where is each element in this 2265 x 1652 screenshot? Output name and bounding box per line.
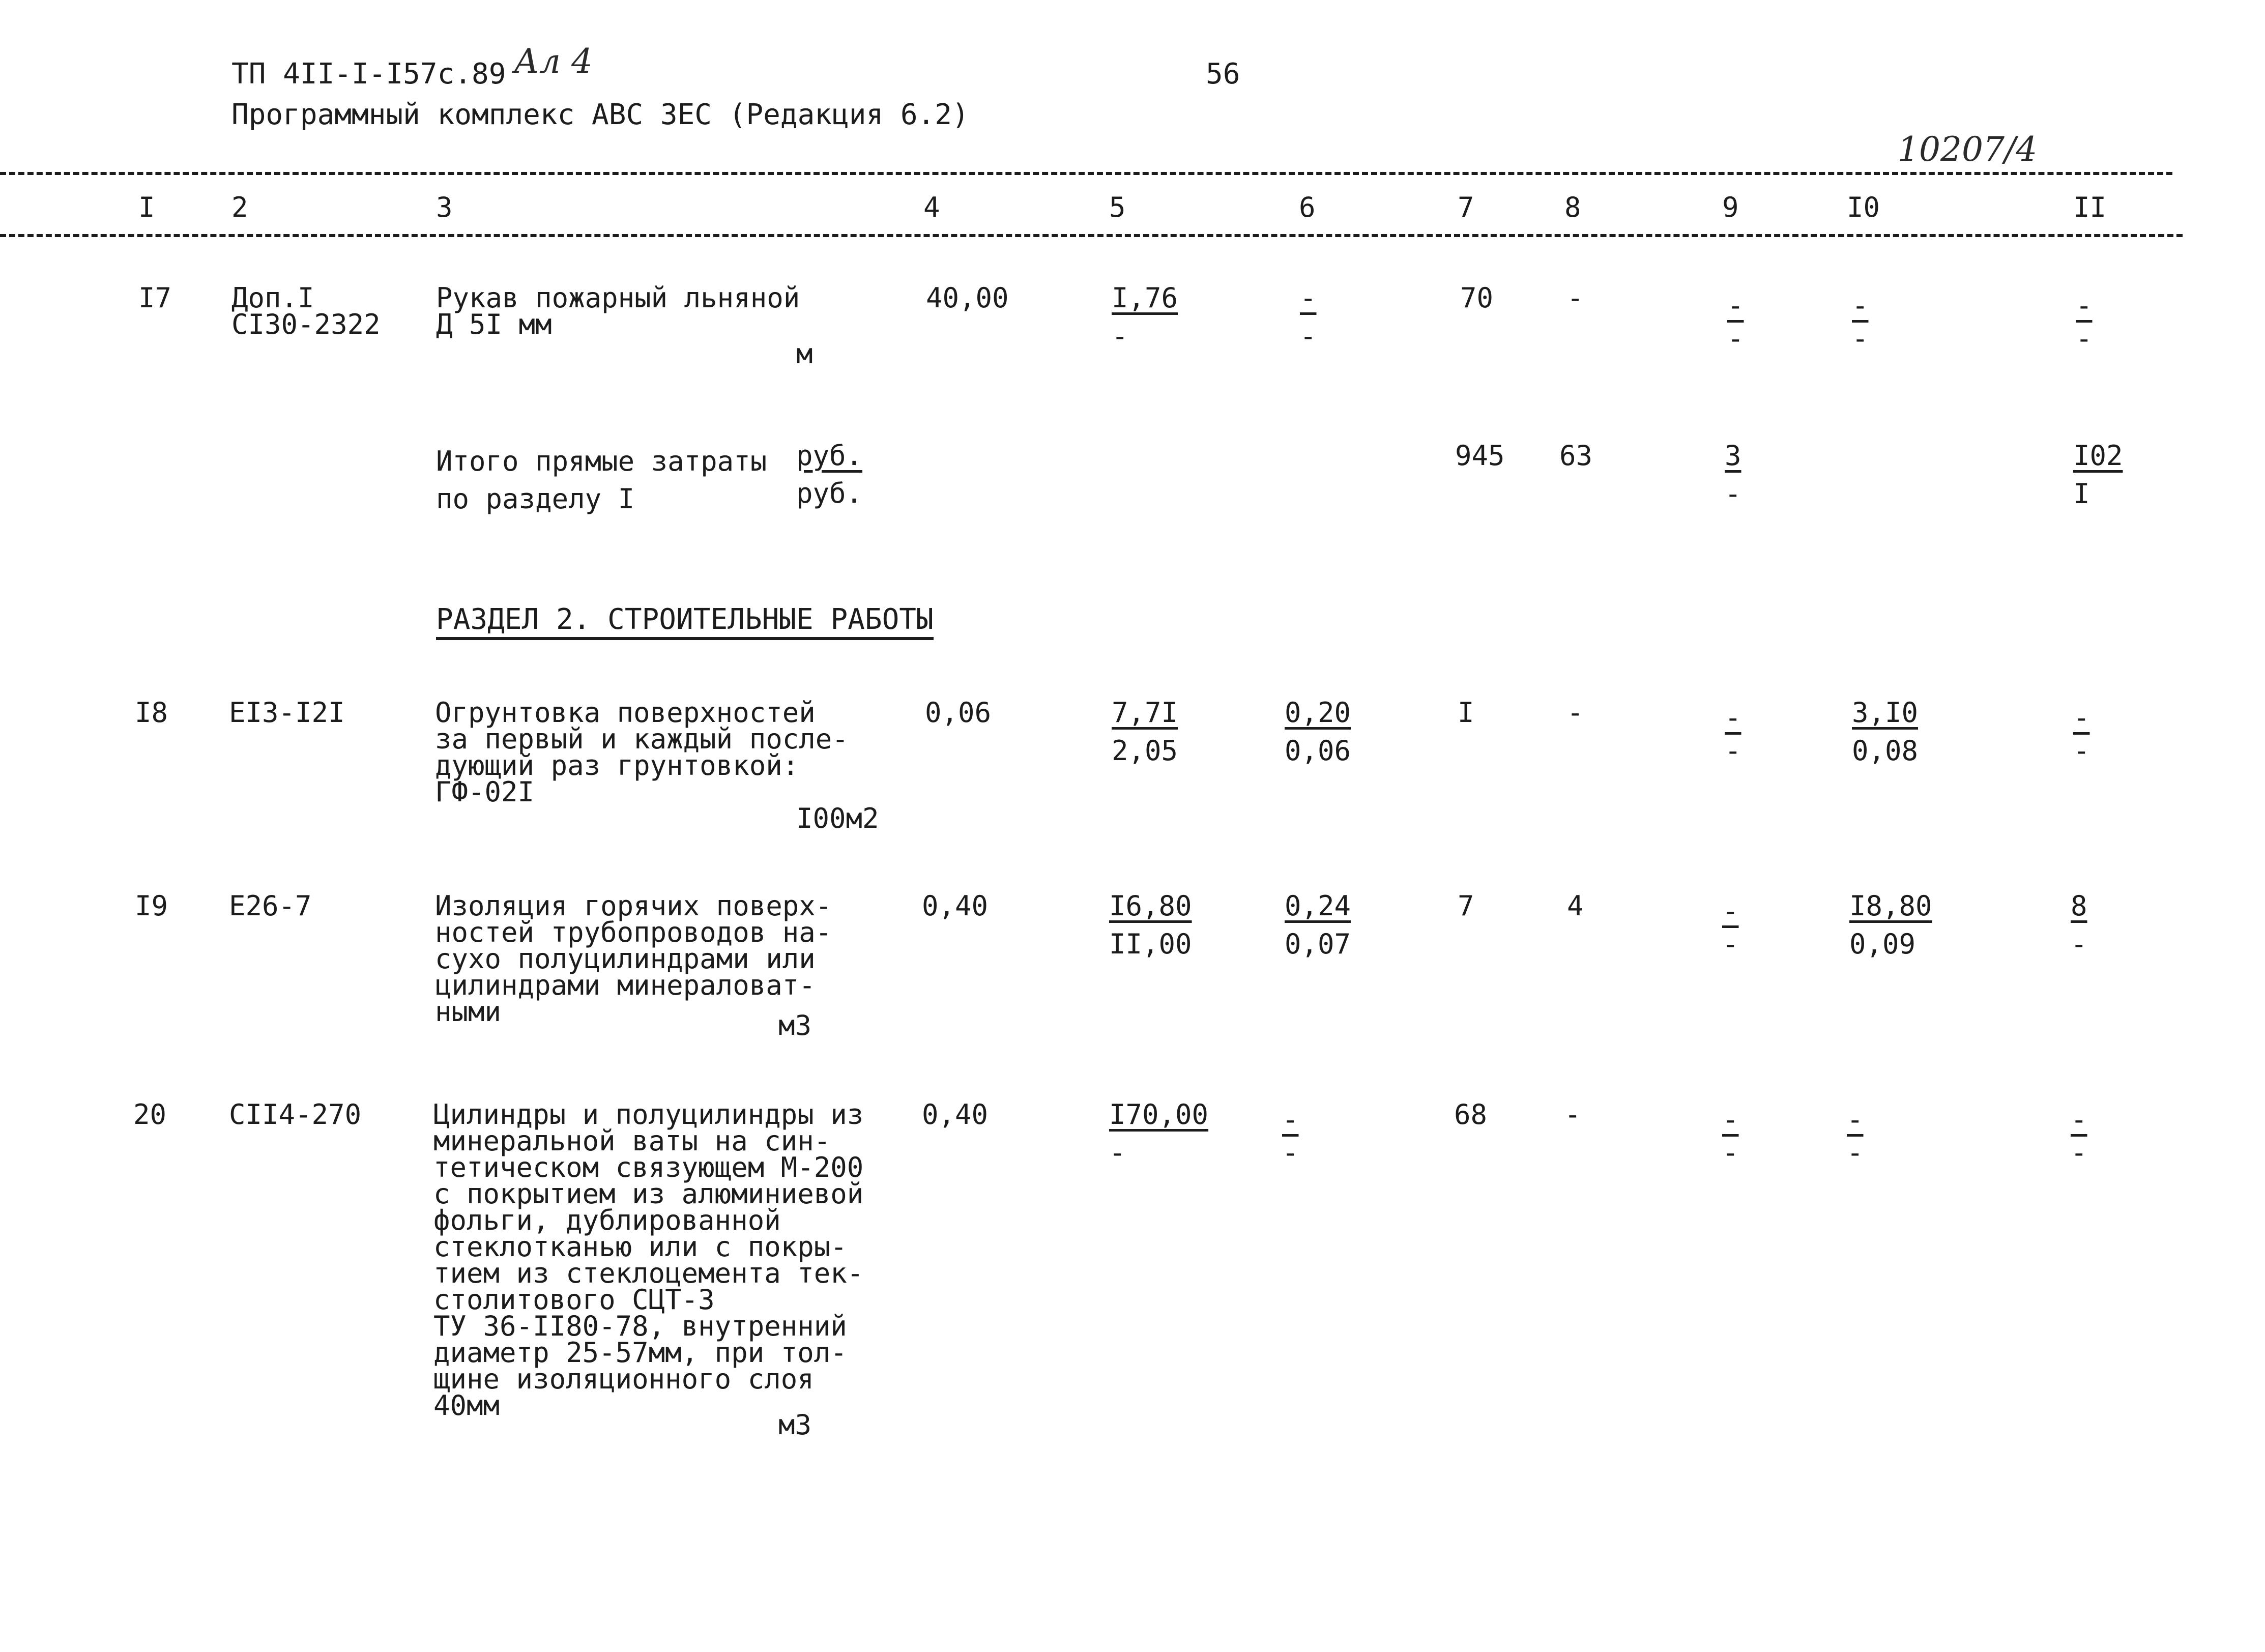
row-17-col10-top: - <box>1852 289 1869 322</box>
handwritten-mark: Ал 4 <box>514 42 593 81</box>
row-20-description: Цилиндры и полуцилиндры из минеральной ваты на син- тетическом связующем М-200 с покрытием из алюминиевой фольги, дублированной стеклотканью или с покры- тием из стеклоцемента тек- столитового СЦТ-3 ТУ 36-II80-78, внутренний диаметр 25-57мм, при тол- щине изоляционного слоя 40мм <box>433 1098 864 1422</box>
col-header-8: 8 <box>1564 191 1581 223</box>
row-18-quantity: 0,06 <box>925 697 992 729</box>
row-19-col8: 4 <box>1567 890 1584 922</box>
row-17-col11-bottom: - <box>2076 323 2093 355</box>
subtotal-col9-bottom: - <box>1725 478 1741 510</box>
row-18-code: EI3-I2I <box>229 697 345 729</box>
row-17-number: I7 <box>138 282 172 314</box>
row-19-col5-bottom: II,00 <box>1109 928 1192 960</box>
row-18-description: Огрунтовка поверхностей за первый и каждый после- дующий раз грунтовкой: ГФ-02I <box>435 697 849 808</box>
col-header-11: II <box>2073 191 2107 223</box>
row-17-col10-bottom: - <box>1852 323 1869 355</box>
row-18-col8: - <box>1567 697 1584 729</box>
col-header-2: 2 <box>231 191 248 223</box>
row-20-unit: м3 <box>778 1409 812 1441</box>
col-header-7: 7 <box>1458 191 1474 223</box>
row-17-description: Рукав пожарный льняной Д 5I мм <box>436 282 800 340</box>
row-20-number: 20 <box>133 1098 167 1131</box>
row-19-col6-bottom: 0,07 <box>1285 928 1351 960</box>
row-20-col6-top: - <box>1282 1104 1299 1136</box>
row-19-unit: м3 <box>778 1009 812 1041</box>
subtotal-unit-bottom: руб. <box>796 477 863 509</box>
row-20-col5-bottom: - <box>1109 1137 1126 1169</box>
row-20-col8: - <box>1564 1098 1581 1131</box>
row-18-col6-bottom: 0,06 <box>1285 735 1351 767</box>
row-17-col9-bottom: - <box>1727 323 1744 355</box>
row-20-col11-bottom: - <box>2071 1137 2087 1169</box>
row-17-unit: м <box>796 338 813 370</box>
subtotal-col11-top: I02 <box>2073 440 2123 472</box>
page-number: 56 <box>1206 57 1240 91</box>
row-17-col6-top: - <box>1300 282 1317 314</box>
row-19-col10-top: I8,80 <box>1849 890 1932 922</box>
row-18-number: I8 <box>135 697 168 729</box>
col-header-3: 3 <box>436 191 453 223</box>
document-code: ТП 4II-I-I57с.89 <box>231 57 506 91</box>
col-header-10: I0 <box>1847 191 1880 223</box>
row-19-col10-bottom: 0,09 <box>1849 928 1916 960</box>
row-18-col5-top: 7,7I <box>1112 697 1178 729</box>
row-20-col7: 68 <box>1454 1098 1488 1131</box>
row-18-col9-bottom: - <box>1725 735 1741 767</box>
inventory-number: 10207/4 <box>1898 130 2038 169</box>
row-20-col6-bottom: - <box>1282 1137 1299 1169</box>
row-19-col9-bottom: - <box>1722 928 1739 960</box>
subtotal-col9-top: 3 <box>1725 440 1741 472</box>
col-header-6: 6 <box>1299 191 1316 223</box>
row-18-col6-top: 0,20 <box>1285 697 1351 729</box>
header-bottom-rule <box>0 234 2183 237</box>
row-18-col7: I <box>1458 697 1474 729</box>
col-header-1: I <box>138 191 155 223</box>
row-20-col11-top: - <box>2071 1104 2087 1136</box>
row-20-col10-top: - <box>1847 1104 1864 1136</box>
row-17-col6-bottom: - <box>1300 320 1317 352</box>
section-title: РАЗДЕЛ 2. СТРОИТЕЛЬНЫЕ РАБОТЫ <box>436 603 934 636</box>
row-18-col11-top: - <box>2073 702 2090 734</box>
row-20-quantity: 0,40 <box>922 1098 989 1131</box>
row-19-description: Изоляция горячих поверх- ностей трубопроводов на- сухо полуцилиндрами или цилиндрами минераловат- ными <box>435 890 832 1028</box>
row-17-col5-bottom: - <box>1112 320 1128 352</box>
col-header-5: 5 <box>1109 191 1126 223</box>
subtotal-unit-top: руб. <box>796 440 863 472</box>
row-20-col9-top: - <box>1722 1104 1739 1136</box>
row-19-quantity: 0,40 <box>922 890 989 922</box>
row-18-col10-bottom: 0,08 <box>1852 735 1919 767</box>
subtotal-col11-bottom: I <box>2073 478 2090 510</box>
subtotal-label: Итого прямые затраты по разделу I <box>436 445 767 515</box>
subtotal-col7: 945 <box>1455 440 1505 472</box>
row-18-col5-bottom: 2,05 <box>1112 735 1178 767</box>
program-title: Программный комплекс АВС ЗЕС (Редакция 6.2) <box>231 98 969 131</box>
row-19-code: E26-7 <box>229 890 312 922</box>
col-header-9: 9 <box>1722 191 1739 223</box>
row-18-unit: I00м2 <box>796 802 879 834</box>
row-20-col9-bottom: - <box>1722 1137 1739 1169</box>
row-20-col5-top: I70,00 <box>1109 1098 1209 1131</box>
row-19-col6-top: 0,24 <box>1285 890 1351 922</box>
row-17-quantity: 40,00 <box>926 282 1009 314</box>
row-17-col5-top: I,76 <box>1112 282 1178 314</box>
row-19-col5-top: I6,80 <box>1109 890 1192 922</box>
row-17-col8: - <box>1567 282 1584 314</box>
row-20-col10-bottom: - <box>1847 1137 1864 1169</box>
row-18-col10-top: 3,I0 <box>1852 697 1919 729</box>
header-top-rule <box>0 172 2172 175</box>
row-19-col7: 7 <box>1458 890 1474 922</box>
row-19-col11-top: 8 <box>2071 890 2087 922</box>
row-19-col9-top: - <box>1722 895 1739 927</box>
row-17-col11-top: - <box>2076 289 2093 322</box>
row-17-code: Доп.I СI30-2322 <box>231 282 381 340</box>
row-19-number: I9 <box>135 890 168 922</box>
row-17-col9-top: - <box>1727 289 1744 322</box>
row-19-col11-bottom: - <box>2071 928 2087 960</box>
row-18-col11-bottom: - <box>2073 735 2090 767</box>
row-17-col7: 70 <box>1460 282 1494 314</box>
row-18-col9-top: - <box>1725 702 1741 734</box>
row-20-code: CII4-270 <box>229 1098 362 1131</box>
subtotal-col8: 63 <box>1559 440 1593 472</box>
col-header-4: 4 <box>923 191 940 223</box>
